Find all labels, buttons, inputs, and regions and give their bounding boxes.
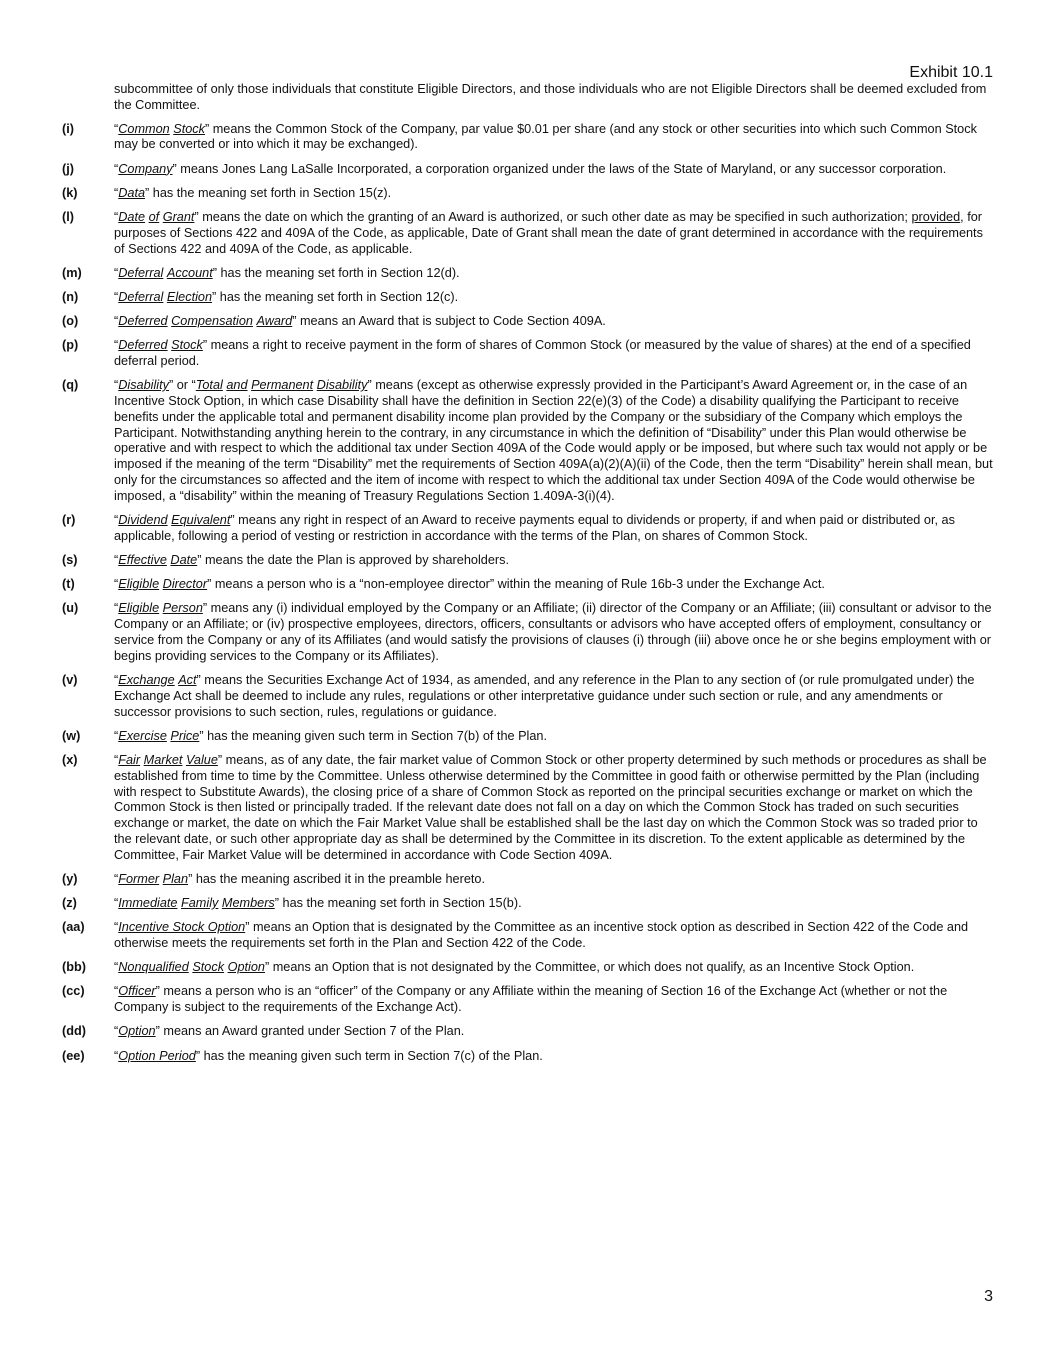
definition-label: (j) <box>62 161 74 176</box>
definition-item <box>62 266 994 282</box>
exhibit-label: Exhibit 10.1 <box>909 64 993 81</box>
defined-term: Deferred <box>118 314 168 329</box>
document-body <box>62 82 994 1073</box>
defined-term: Stock <box>173 121 205 136</box>
defined-term: Director <box>162 577 208 592</box>
term-connector: ” or “ <box>169 378 196 393</box>
definition-label: (v) <box>62 672 78 687</box>
defined-term: Eligible <box>118 577 160 592</box>
definition-label: (i) <box>62 121 74 136</box>
defined-term: Incentive Stock Option <box>118 920 246 935</box>
definition-text: “Exercise Price” has the meaning given such term in Section 7(b) of the Plan. <box>114 728 548 743</box>
definition-text: “Dividend Equivalent” means any right in respect of an Award to receive payments equal to dividends or property, if and when paid or distributed or, as applicable, following a period of vesting or restriction in accordance with the terms of the Plan, on shares of Common Stock. <box>114 513 955 543</box>
definition-text: “Common Stock” means the Common Stock of the Company, par value $0.01 per share (and any stock or other securities into which such Common Stock may be converted or into which it may be exchanged). <box>114 121 977 152</box>
defined-term: Family <box>181 896 219 911</box>
defined-term: Option Period <box>118 1048 196 1063</box>
definition-label: (n) <box>62 289 79 304</box>
definition-label: (z) <box>62 896 77 911</box>
definition-item <box>62 210 994 257</box>
definition-item <box>62 186 994 202</box>
definition-body-text: ” means any right in respect of an Award to receive payments equal to dividends or property, if and when paid or distributed or, as applicable, following a period of vesting or restriction in accordance with the terms of the Plan, on shares of Common Stock. <box>114 513 955 543</box>
definition-label: (l) <box>62 209 74 224</box>
defined-term: Award <box>256 314 293 329</box>
definition-body-text: ” means the Common Stock of the Company, par value $0.01 per share (and any stock or other securities into which such Common Stock may be converted or into which it may be exchanged). <box>114 121 977 152</box>
definition-item <box>62 122 994 154</box>
definition-body-text: ” has the meaning set forth in Section 15(z). <box>145 185 392 200</box>
defined-term: Dividend <box>118 513 168 528</box>
defined-term: Date <box>170 553 198 568</box>
defined-term: Grant <box>162 209 195 224</box>
definition-label: (s) <box>62 553 78 568</box>
definition-text: “Immediate Family Members” has the meaning set forth in Section 15(b). <box>114 896 522 911</box>
definition-item <box>62 1049 994 1065</box>
defined-term: Market <box>143 752 183 767</box>
defined-term: Immediate <box>118 896 178 911</box>
definition-text: “Fair Market Value” means, as of any date, the fair market value of Common Stock or other property determined by such methods or procedures as shall be established from time to time by the Committee. Unless otherwise determined by the Committee in good faith or otherwise permitted by the Plan (including with respect to Substitute Awards), the closing price of a share of Common Stock as reported on the principal securities exchange or market on which the Common Stock is then listed or principally traded. If the relevant date does not fall on a day on which the Common Stock has traded on such securities exchange or market, the date on which the Fair Market Value shall be established shall be the last day on which the Common Stock was so traded prior to the relevant date, or such other appropriate day as shall be determined by the Committee in its discretion. To the extent applicable as determined by the Committee, Fair Market Value will be determined in accordance with Code Section 409A. <box>114 752 987 862</box>
definition-label: (k) <box>62 185 78 200</box>
defined-term: Deferred <box>118 338 168 353</box>
definition-item <box>62 872 994 888</box>
definition-text: “Eligible Director” means a person who is a “non-employee director” within the meaning of Rule 16b-3 under the Exchange Act. <box>114 577 825 592</box>
definition-text: “Deferral Election” has the meaning set forth in Section 12(c). <box>114 289 459 304</box>
definition-body-text: ” means Jones Lang LaSalle Incorporated, a corporation organized under the laws of the State of Maryland, or any successor corporation. <box>172 161 947 176</box>
defined-term: Nonqualified <box>118 960 189 975</box>
definition-text: “Company” means Jones Lang LaSalle Incorporated, a corporation organized under the laws of the State of Maryland, or any successor corporation. <box>114 161 947 176</box>
definition-item <box>62 338 994 370</box>
defined-term: Exchange <box>118 672 175 687</box>
definition-label: (p) <box>62 338 79 353</box>
defined-term: Disability <box>118 378 169 393</box>
definition-body-text: ” means an Option that is designated by the Committee as an incentive stock option as described in Section 422 of the Code and otherwise meets the requirements set forth in the Plan and Section 422 of the Code. <box>114 920 969 951</box>
definition-body-text: ” means a person who is an “officer” of the Company or any Affiliate within the meaning of Section 16 of the Exchange Act (whether or not the Company is subject to the requirements of the Exchange Act). <box>114 984 948 1015</box>
definition-label: (m) <box>62 265 82 280</box>
definition-body-text: ” means (except as otherwise expressly provided in the Participant’s Award Agreement or, in the case of an Incentive Stock Option, in which case Disability shall have the definition in Section 22(e)(3) of the Code) a disability qualifying the Participant to receive benefits under the applicable total and permanent disability income plan provided by the Company or the subsidiary of the Company which employs the Participant. Notwithstanding anything herein to the contrary, in any circumstance in which the definition of “Disability” under this Plan would otherwise be operative and with respect to which the additional tax under Section 409A of the Code would apply or be imposed, but where such tax would not apply or be imposed if the meaning of the term “Disability” met the requirements of Section 409A(a)(2)(A)(ii) of the Code, then the term “Disability” herein shall mean, but only for the circumstances so affected and the item of income with respect to which the additional tax under Section 409A of the Code would otherwise be imposed, a “disability” within the meaning of Treasury Regulations Section 1.409A-3(i)(4). <box>114 378 993 503</box>
defined-term: Exercise <box>118 728 167 743</box>
defined-term: Disability <box>316 378 368 393</box>
definition-body-text: ” has the meaning set forth in Section 12(d). <box>212 265 460 280</box>
defined-term: Act <box>178 672 197 687</box>
definition-label: (bb) <box>62 960 86 975</box>
defined-term: Stock <box>171 338 203 353</box>
defined-term: Price <box>170 728 200 743</box>
definition-text: “Incentive Stock Option” means an Option that is designated by the Committee as an incentive stock option as described in Section 422 of the Code and otherwise meets the requirements set forth in the Plan and Section 422 of the Code. <box>114 920 969 951</box>
definition-item <box>62 378 994 504</box>
definition-body-text: ” means a right to receive payment in the form of shares of Common Stock (or measured by the value of shares) at the end of a specified deferral period. <box>114 338 971 369</box>
defined-term: Person <box>162 601 203 616</box>
defined-term: of <box>148 209 160 224</box>
definition-text: “Deferral Account” has the meaning set forth in Section 12(d). <box>114 265 460 280</box>
definition-label: (cc) <box>62 984 85 999</box>
definition-text: “Former Plan” has the meaning ascribed it in the preamble hereto. <box>114 871 485 886</box>
definition-body-text: ” has the meaning set forth in Section 15(b). <box>274 896 522 911</box>
definition-item <box>62 673 994 720</box>
definition-item <box>62 601 994 664</box>
definition-text: “Effective Date” means the date the Plan is approved by shareholders. <box>114 553 509 568</box>
defined-term: Effective <box>118 553 167 568</box>
definition-label: (q) <box>62 378 79 393</box>
definition-text: “Deferred Stock” means a right to receive payment in the form of shares of Common Stock (or measured by the value of shares) at the end of a specified deferral period. <box>114 338 971 369</box>
definition-text: “Date of Grant” means the date on which the granting of an Award is authorized, or such other date as may be specified in such authorization; provided, for purposes of Sections 422 and 409A of the Code, as applicable, Date of Grant shall mean the date of grant determined in accordance with the requirements of Sections 422 and 409A of the Code, as applicable. <box>114 209 983 256</box>
definition-item <box>62 513 994 545</box>
defined-term: Compensation <box>171 314 253 329</box>
definition-body-text: ” means the date the Plan is approved by shareholders. <box>197 553 509 568</box>
definition-body-text: , for purposes of Sections 422 and 409A of the Code, as applicable, Date of Grant shall mean the date of grant determined in accordance with the requirements of Sections 422 and 409A of the Code, as applicable. <box>114 209 983 256</box>
definition-text: “Eligible Person” means any (i) individual employed by the Company or an Affiliate; (ii) director of the Company or an Affiliate; (iii) consultant or advisor to the Company or an Affiliate; or (iv) prospective employees, directors, officers, consultants or advisors who have accepted offers of employment, consultancy or service from the Company or any of its Affiliates (and would satisfy the provisions of clauses (i) through (iii) above once he or she begins employment with or begins providing services to the Company or its Affiliates). <box>114 601 992 663</box>
defined-term: and <box>226 378 248 393</box>
defined-term: Value <box>185 752 218 767</box>
defined-term: Data <box>118 185 146 200</box>
defined-term: Members <box>221 896 275 911</box>
definition-item <box>62 896 994 912</box>
defined-term: Fair <box>118 752 141 767</box>
definition-item <box>62 290 994 306</box>
definition-label: (u) <box>62 601 79 616</box>
defined-term: Deferral <box>118 265 164 280</box>
definition-label: (o) <box>62 314 79 329</box>
definition-label: (y) <box>62 871 78 886</box>
defined-term: Common <box>118 121 170 136</box>
definition-body-text: ” means a person who is a “non-employee director” within the meaning of Rule 16b-3 under the Exchange Act. <box>207 577 825 592</box>
definition-body-text: ” means the Securities Exchange Act of 1934, as amended, and any reference in the Plan to any section of (or rule promulgated under) the Exchange Act shall be deemed to include any rules, regulations or other interpretative guidance under such section or rule, and any amendments or successor provisions to such section, rules, regulations or guidance. <box>114 672 975 719</box>
defined-term: Company <box>118 161 173 176</box>
definition-text: “Officer” means a person who is an “officer” of the Company or any Affiliate within the meaning of Section 16 of the Exchange Act (whether or not the Company is subject to the requirements of the Exchange Act). <box>114 984 948 1015</box>
definition-item <box>62 1024 994 1040</box>
definition-item <box>62 984 994 1016</box>
definition-label: (t) <box>62 577 75 592</box>
definition-item <box>62 729 994 745</box>
defined-term: Former <box>118 871 160 886</box>
definition-body-text: ” means an Award granted under Section 7 of the Plan. <box>155 1024 465 1039</box>
defined-term: Deferral <box>118 289 164 304</box>
definition-label: (ee) <box>62 1048 85 1063</box>
definition-text: “Exchange Act” means the Securities Exchange Act of 1934, as amended, and any reference in the Plan to any section of (or rule promulgated under) the Exchange Act shall be deemed to include any rules, regulations or other interpretative guidance under such section or rule, and any amendments or successor provisions to such section, rules, regulations or guidance. <box>114 672 975 719</box>
definition-label: (aa) <box>62 920 85 935</box>
definition-body-text: ” means any (i) individual employed by the Company or an Affiliate; (ii) director of the Company or an Affiliate; (iii) consultant or advisor to the Company or an Affiliate; or (iv) prospective employees, directors, officers, consultants or advisors who have accepted offers of employment, consultancy or service from the Company or any of its Affiliates (and would satisfy the provisions of clauses (i) through (iii) above once he or she begins employment with or begins providing services to the Company or its Affiliates). <box>114 601 992 663</box>
defined-term: Stock <box>192 960 225 975</box>
definition-item <box>62 960 994 976</box>
definition-body-text: ” means an Award that is subject to Code Section 409A. <box>292 314 606 329</box>
defined-term: Total <box>195 378 223 393</box>
defined-term: Officer <box>118 984 156 999</box>
definition-label: (dd) <box>62 1024 86 1039</box>
definition-body-text: ” means an Option that is not designated by the Committee, or which does not qualify, as an Incentive Stock Option. <box>264 960 915 975</box>
defined-term: Account <box>166 265 213 280</box>
defined-term: Date <box>118 209 146 224</box>
definition-text: “Option” means an Award granted under Section 7 of the Plan. <box>114 1024 465 1039</box>
underlined-word: provided <box>911 209 961 224</box>
definition-item <box>62 314 994 330</box>
definition-text: “Deferred Compensation Award” means an Award that is subject to Code Section 409A. <box>114 314 606 329</box>
defined-term: Option <box>227 960 265 975</box>
definition-body-text: ” means, as of any date, the fair market value of Common Stock or other property determined by such methods or procedures as shall be established from time to time by the Committee. Unless otherwise determined by the Committee in good faith or otherwise permitted by the Plan (including with respect to Substitute Awards), the closing price of a share of Common Stock as reported on the principal securities exchange or market on which the Common Stock is then listed or principally traded. If the relevant date does not fall on a day on which the Common Stock has traded on such securities exchange or market, the date on which the Fair Market Value shall be established shall be the last day on which the Common Stock was so traded prior to the relevant date, or such other appropriate day as shall be determined by the Committee in its discretion. To the extent applicable as determined by the Committee, Fair Market Value will be determined in accordance with Code Section 409A. <box>114 752 987 862</box>
defined-term: Permanent <box>251 378 314 393</box>
definition-body-text: ” has the meaning set forth in Section 12(c). <box>212 289 459 304</box>
definition-body-text: ” has the meaning given such term in Section 7(c) of the Plan. <box>195 1048 543 1063</box>
definition-label: (r) <box>62 513 76 528</box>
definition-item <box>62 920 994 952</box>
defined-term: Equivalent <box>171 513 231 528</box>
defined-term: Election <box>166 289 213 304</box>
definition-text: “Nonqualified Stock Option” means an Option that is not designated by the Committee, or which does not qualify, as an Incentive Stock Option. <box>114 960 915 975</box>
definitions-list <box>62 122 994 1065</box>
defined-term: Eligible <box>118 601 160 616</box>
definition-body-text: ” means the date on which the granting of an Award is authorized, or such other date as may be specified in such authorization; <box>194 209 912 224</box>
intro-paragraph: subcommittee of only those individuals that constitute Eligible Directors, and those individuals who are not Eligible Directors shall be deemed excluded from the Committee. <box>114 82 987 112</box>
page-number: 3 <box>984 1288 993 1305</box>
definition-text: “Option Period” has the meaning given such term in Section 7(c) of the Plan. <box>114 1048 543 1063</box>
definition-text: “Data” has the meaning set forth in Section 15(z). <box>114 185 392 200</box>
definition-label: (w) <box>62 728 81 743</box>
definition-body-text: ” has the meaning ascribed it in the preamble hereto. <box>188 871 485 886</box>
definition-item <box>62 162 994 178</box>
definition-item <box>62 577 994 593</box>
definition-label: (x) <box>62 752 78 767</box>
definition-text: “Disability” or “Total and Permanent Disability” means (except as otherwise expressly provided in the Participant’s Award Agreement or, in the case of an Incentive Stock Option, in which case Disability shall have the definition in Section 22(e)(3) of the Code) a disability qualifying the Participant to receive benefits under the applicable total and permanent disability income plan provided by the Company or the subsidiary of the Company which employs the Participant. Notwithstanding anything herein to the contrary, in any circumstance in which the definition of “Disability” under this Plan would otherwise be operative and with respect to which the additional tax under Section 409A of the Code would apply or be imposed, but where such tax would not apply or be imposed if the meaning of the term “Disability” met the requirements of Section 409A(a)(2)(A)(ii) of the Code, then the term “Disability” herein shall mean, but only for the circumstances so affected and the item of income with respect to which the additional tax under Section 409A of the Code would otherwise be imposed, a “disability” within the meaning of Treasury Regulations Section 1.409A-3(i)(4). <box>114 378 993 503</box>
defined-term: Option <box>118 1024 156 1039</box>
definition-body-text: ” has the meaning given such term in Section 7(b) of the Plan. <box>199 728 548 743</box>
definition-item <box>62 753 994 864</box>
definition-item <box>62 553 994 569</box>
defined-term: Plan <box>162 871 189 886</box>
